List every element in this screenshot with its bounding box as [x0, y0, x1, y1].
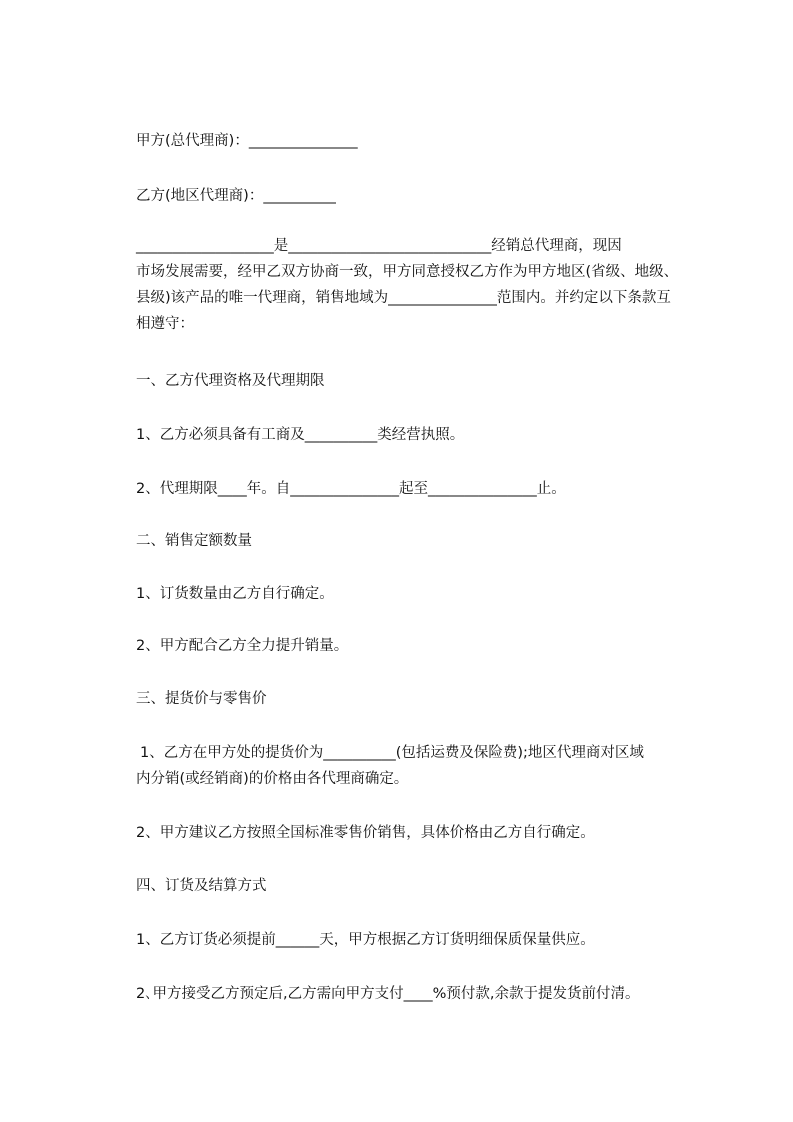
intro-line-4: 相遵守：: [136, 316, 194, 332]
intro-line-1: ___________________是____________________________经销总代理商，现因: [136, 238, 622, 254]
section-4-heading: 四、订货及结算方式: [136, 878, 267, 894]
section-2-item-1: 1、订货数量由乙方自行确定。: [136, 586, 334, 602]
section-2-heading: 二、销售定额数量: [136, 533, 252, 549]
section-1-heading: 一、乙方代理资格及代理期限: [136, 373, 325, 389]
section-4-item-2: 2､甲方接受乙方预定后,乙方需向甲方支付____%预付款,余款于提发货前付清。: [136, 986, 640, 1002]
intro-line-2: 市场发展需要，经甲乙双方协商一致，甲方同意授权乙方作为甲方地区(省级、地级、: [136, 264, 679, 280]
section-3-item-1-line-2: 内分销(或经销商)的价格由各代理商确定。: [136, 771, 409, 787]
intro-paragraph: [136, 233, 724, 337]
party-a-line: 甲方(总代理商)：_______________: [136, 133, 358, 149]
section-3-item-1-line-1: 1、乙方在甲方处的提货价为__________(包括运费及保险费);地区代理商对区域: [140, 745, 644, 761]
section-3-item-2: 2、甲方建议乙方按照全国标准零售价销售，具体价格由乙方自行确定。: [136, 825, 595, 841]
section-1-item-1: 1、乙方必须具备有工商及__________类经营执照。: [136, 427, 465, 443]
section-2-item-2: 2、甲方配合乙方全力提升销量。: [136, 638, 349, 654]
intro-line-3: 县级)该产品的唯一代理商，销售地域为_______________范围内。并约定以下条款互: [136, 290, 671, 306]
section-3-heading: 三、提货价与零售价: [136, 691, 267, 707]
section-3-item-1: [136, 740, 724, 792]
section-4-item-1: 1、乙方订货必须提前______天，甲方根据乙方订货明细保质保量供应。: [136, 932, 595, 948]
party-b-line: 乙方(地区代理商)：__________: [136, 188, 336, 204]
section-1-item-2: 2、代理期限____年。自_______________起至_______________止。: [136, 481, 566, 497]
